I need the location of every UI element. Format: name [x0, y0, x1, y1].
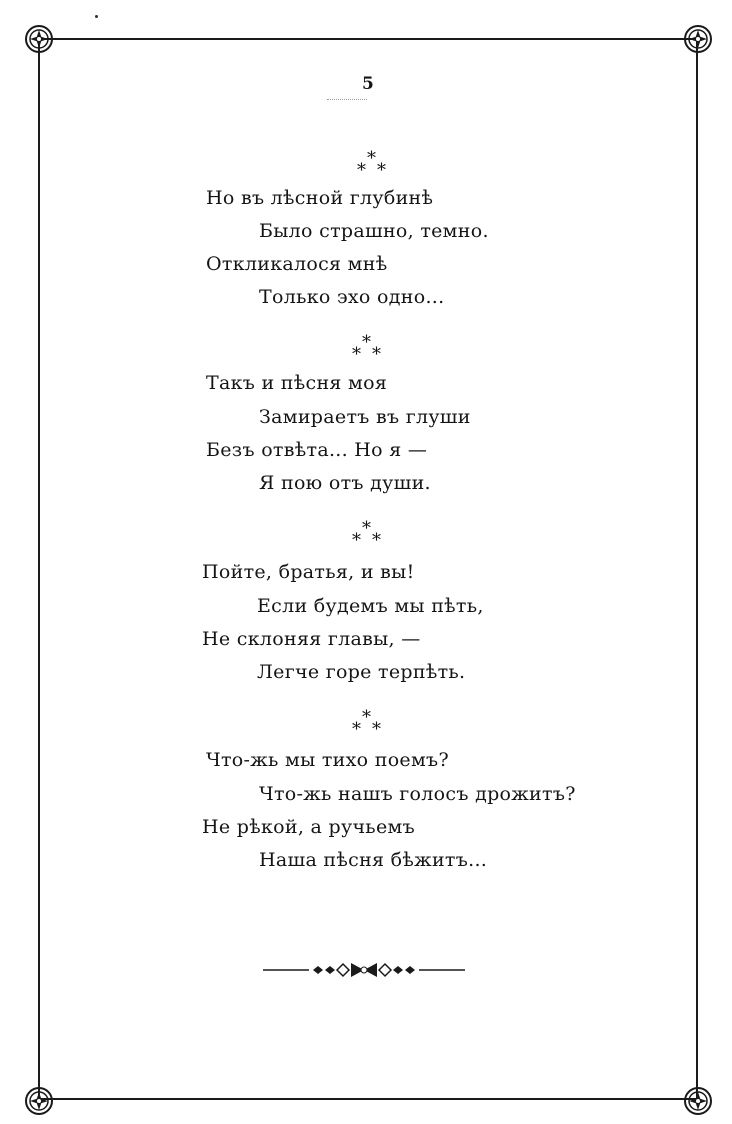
verse-line: Легче горе терпѣть.	[257, 661, 466, 683]
verse-line: Замираетъ въ глуши	[259, 406, 471, 428]
corner-rosette-icon	[24, 24, 54, 54]
asterisk-glyph: *	[367, 148, 376, 169]
asterisk-glyph: *	[377, 160, 386, 181]
asterisk-glyph: *	[362, 332, 371, 353]
corner-rosette-icon	[683, 1086, 713, 1116]
verse-line: Откликалося мнѣ	[206, 253, 388, 275]
verse-line: Что-жь мы тихо поемъ?	[206, 749, 449, 771]
asterisk-glyph: *	[362, 707, 371, 728]
asterisk-glyph: *	[352, 344, 361, 365]
verse-line: Только эхо одно...	[259, 286, 445, 308]
verse-line: Я пою отъ души.	[259, 472, 431, 494]
verse-line: Если будемъ мы пѣть,	[257, 595, 484, 617]
stanza-separator-asterism	[350, 709, 390, 743]
stanza-separator-asterism	[350, 520, 390, 554]
asterisk-glyph: *	[352, 719, 361, 740]
verse-line: Не рѣкой, а ручьемъ	[202, 816, 415, 838]
corner-rosette-icon	[683, 24, 713, 54]
ink-speck	[95, 15, 98, 18]
stanza-separator-asterism	[355, 150, 395, 184]
page-number: 5	[362, 74, 374, 94]
verse-line: Но въ лѣсной глубинѣ	[206, 187, 434, 209]
asterisk-glyph: *	[352, 530, 361, 551]
asterisk-glyph: *	[372, 344, 381, 365]
verse-line: Пойте, братья, и вы!	[202, 561, 415, 583]
verse-line: Было страшно, темно.	[259, 220, 489, 242]
asterisk-glyph: *	[357, 160, 366, 181]
asterisk-glyph: *	[372, 719, 381, 740]
stanza-separator-asterism	[350, 334, 390, 368]
asterisk-glyph: *	[372, 530, 381, 551]
page-number-flourish	[327, 95, 367, 100]
verse-line: Что-жь нашъ голосъ дрожитъ?	[259, 783, 576, 805]
asterisk-glyph: *	[362, 518, 371, 539]
verse-line: Такъ и пѣсня моя	[206, 372, 388, 394]
verse-line: Безъ отвѣта... Но я —	[206, 439, 428, 461]
corner-rosette-icon	[24, 1086, 54, 1116]
verse-line: Не склоняя главы, —	[202, 628, 421, 650]
verse-line: Наша пѣсня бѣжитъ...	[259, 849, 488, 871]
tailpiece-ornament-icon	[263, 958, 465, 982]
